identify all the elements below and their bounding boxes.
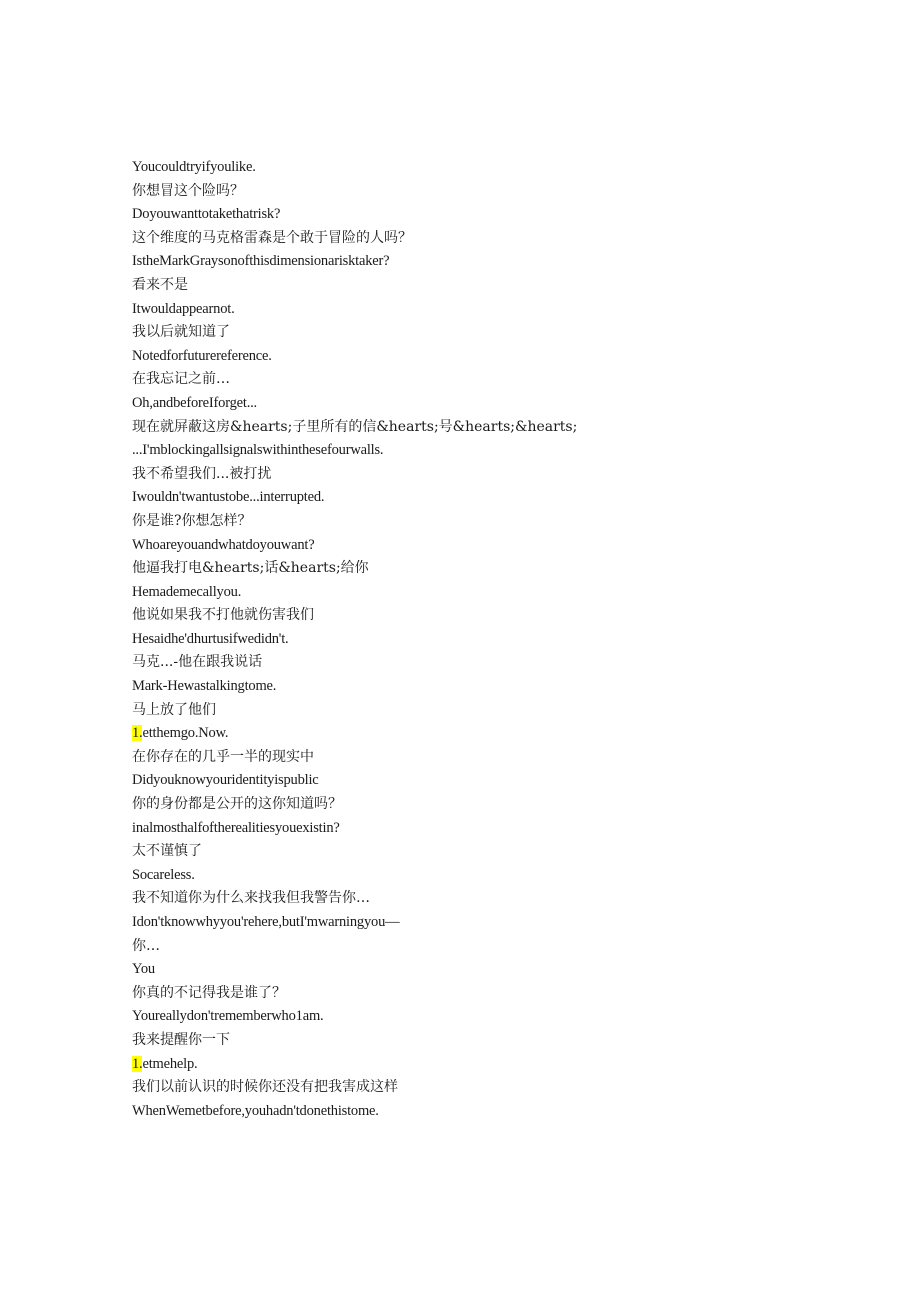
english-subtitle-line [132,203,872,227]
line-text: 在你存在的几乎一半的现实中 [132,748,314,765]
line-text: etthemgo.Now. [142,725,229,742]
line-text: 我不知道你为什么来找我但我警告你… [132,890,370,907]
line-text: 我不希望我们...被打扰 [132,465,272,482]
line-text: Doyouwanttotakethatrisk? [132,206,281,223]
chinese-subtitle-line [132,227,872,251]
chinese-subtitle-line [132,180,872,204]
line-text: Hemademecallyou. [132,583,242,600]
line-text: 他说如果我不打他就伤害我们 [132,607,314,624]
transcript-lines [132,156,872,1123]
chinese-subtitle-line [132,982,872,1006]
line-text: IstheMarkGraysonofthisdimensionarisktaker? [132,253,390,270]
line-text: 你是谁?你想怎样？ [132,512,252,529]
line-text: Notedforfuturereference. [132,347,272,364]
line-text: 太不谨慎了 [132,843,202,860]
english-subtitle-line [132,250,872,274]
line-text: 马上放了他们 [132,701,216,718]
line-text: 马克...-他在跟我说话 [132,654,263,671]
line-text: Youreallydon'trememberwho1am. [132,1008,324,1025]
line-text: WhenWemetbefore,youhadn'tdonethistome. [132,1102,379,1119]
line-text: 这个维度的马克格雷森是个敢于冒险的人吗？ [132,229,412,246]
chinese-subtitle-line [132,1029,872,1053]
chinese-subtitle-line [132,321,872,345]
line-text: 你想冒这个险吗？ [132,182,244,199]
line-text: 在我忘记之前… [132,371,230,388]
line-text: You [132,961,155,978]
line-text: 我们以前认识的时候你还没有把我害成这样 [132,1079,398,1096]
english-subtitle-line [132,345,872,369]
english-subtitle-line [132,769,872,793]
line-text: Mark-Hewastalkingtome. [132,678,277,695]
english-subtitle-line [132,911,872,935]
line-text: Didyouknowyouridentityispublic [132,772,319,789]
chinese-subtitle-line [132,793,872,817]
chinese-subtitle-line [132,746,872,770]
chinese-subtitle-line [132,510,872,534]
highlighted-text: 1. [132,725,143,742]
chinese-subtitle-line [132,557,872,581]
chinese-subtitle-line [132,604,872,628]
chinese-subtitle-line [132,699,872,723]
line-text: inalmosthalfoftherealitiesyouexistin? [132,819,340,836]
line-text: Idon'tknowwhyyou'rehere,butI'mwarningyou— [132,914,400,930]
english-subtitle-line [132,1053,872,1077]
english-subtitle-line [132,722,872,746]
chinese-subtitle-line [132,887,872,911]
english-subtitle-line [132,864,872,888]
line-text: Itwouldappearnot. [132,300,235,317]
line-text: Socareless. [132,866,195,883]
chinese-subtitle-line [132,463,872,487]
line-text: ...I'mblockingallsignalswithinthesefourwalls. [132,442,384,459]
chinese-subtitle-line [132,368,872,392]
chinese-subtitle-line [132,840,872,864]
line-text: 你… [132,937,160,954]
chinese-subtitle-line [132,651,872,675]
english-subtitle-line [132,581,872,605]
chinese-subtitle-line [132,935,872,959]
english-subtitle-line [132,817,872,841]
english-subtitle-line [132,675,872,699]
line-text: etmehelp. [142,1055,198,1072]
highlighted-text: 1. [132,1055,143,1072]
english-subtitle-line [132,439,872,463]
english-subtitle-line [132,534,872,558]
line-text: 我来提醒你一下 [132,1031,230,1048]
line-text: 我以后就知道了 [132,324,230,341]
line-text: 你的身份都是公开的这你知道吗？ [132,796,342,813]
line-text: Hesaidhe'dhurtusifwedidn't. [132,630,289,647]
english-subtitle-line [132,486,872,510]
line-text: Iwouldn'twantustobe...interrupted. [132,489,325,506]
english-subtitle-line [132,156,872,180]
english-subtitle-line [132,1005,872,1029]
line-text: Youcouldtryifyoulike. [132,159,256,175]
line-text: Oh,andbeforeIforget... [132,394,257,411]
line-text: 看来不是 [132,276,188,293]
line-text: 你真的不记得我是谁了？ [132,984,286,1001]
chinese-subtitle-line [132,416,872,440]
english-subtitle-line [132,958,872,982]
line-text: 他逼我打电&hearts;话&hearts;给你 [132,560,369,577]
line-text: 现在就屏蔽这房&hearts;子里所有的信&hearts;号&hearts;&hearts; [132,418,578,435]
english-subtitle-line [132,298,872,322]
english-subtitle-line [132,392,872,416]
chinese-subtitle-line [132,274,872,298]
english-subtitle-line [132,1100,872,1124]
line-text: Whoareyouandwhatdoyouwant? [132,536,315,553]
chinese-subtitle-line [132,1076,872,1100]
english-subtitle-line [132,628,872,652]
